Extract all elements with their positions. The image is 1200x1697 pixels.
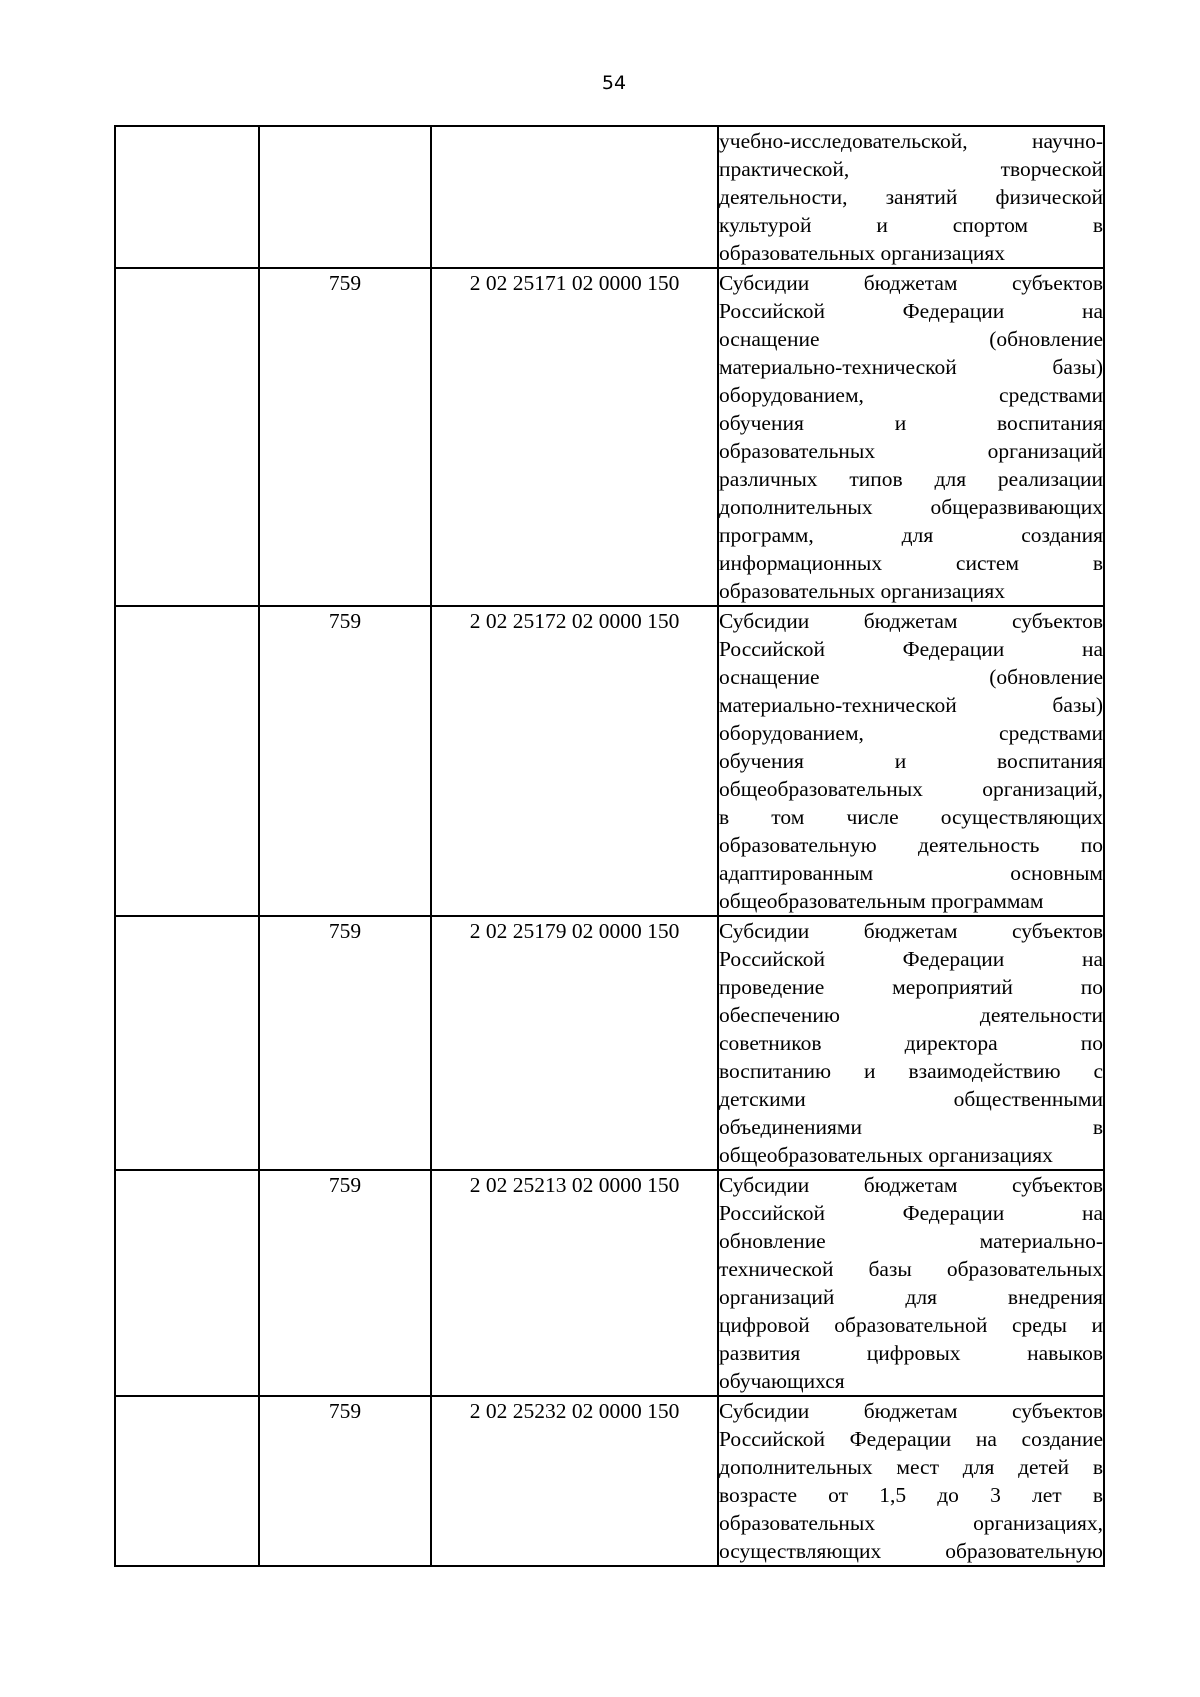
description-line: объединениями в: [719, 1115, 1103, 1139]
description-line: Субсидии бюджетам субъектов: [719, 919, 1103, 943]
description-cell: [718, 916, 1104, 1170]
empty-cell: [115, 1170, 259, 1396]
description-line: в том числе осуществляющих: [719, 805, 1103, 829]
admin-code-cell: 759: [259, 268, 431, 606]
description-line: обеспечению деятельности: [719, 1003, 1103, 1027]
description-line: образовательных организаций: [719, 439, 1103, 463]
table-row: [115, 1170, 1104, 1396]
description-line: технической базы образовательных: [719, 1257, 1103, 1281]
description-line: Субсидии бюджетам субъектов: [719, 1399, 1103, 1423]
description-line: дополнительных мест для детей в: [719, 1455, 1103, 1479]
description-line: проведение мероприятий по: [719, 975, 1103, 999]
description-line: общеобразовательных организациях: [719, 1143, 1053, 1167]
description-line: оборудованием, средствами: [719, 383, 1103, 407]
budget-classification-code-cell: [431, 126, 718, 268]
description-line: образовательных организациях: [719, 579, 1006, 603]
empty-cell: [115, 916, 259, 1170]
description-line: обучения и воспитания: [719, 749, 1103, 773]
description-line: Российской Федерации на: [719, 947, 1103, 971]
description-cell: [718, 1396, 1104, 1566]
description-line: советников директора по: [719, 1031, 1103, 1055]
table-body: [115, 126, 1104, 1566]
description-line: обучающихся: [719, 1369, 845, 1393]
description-line: оснащение (обновление: [719, 665, 1103, 689]
description-line: материально-технической базы): [719, 355, 1103, 379]
admin-code-cell: 759: [259, 916, 431, 1170]
description-line: культурой и спортом в: [719, 213, 1103, 237]
table-row: [115, 268, 1104, 606]
admin-code-cell: 759: [259, 1396, 431, 1566]
budget-classification-code-cell: 2 02 25172 02 0000 150: [431, 606, 718, 916]
description-line: практической, творческой: [719, 157, 1103, 181]
description-line: Российской Федерации на: [719, 1201, 1103, 1225]
description-line: обновление материально-: [719, 1229, 1103, 1253]
description-cell: [718, 268, 1104, 606]
description-line: различных типов для реализации: [719, 467, 1103, 491]
description-line: информационных систем в: [719, 551, 1103, 575]
admin-code-cell: 759: [259, 606, 431, 916]
description-line: обучения и воспитания: [719, 411, 1103, 435]
description-line: Субсидии бюджетам субъектов: [719, 1173, 1103, 1197]
description-line: Субсидии бюджетам субъектов: [719, 609, 1103, 633]
description-line: образовательную деятельность по: [719, 833, 1103, 857]
table-row: [115, 1396, 1104, 1566]
description-line: образовательных организациях,: [719, 1511, 1103, 1535]
description-line: учебно-исследовательской, научно-: [719, 129, 1103, 153]
table-row: [115, 606, 1104, 916]
description-line: оснащение (обновление: [719, 327, 1103, 351]
table-row: [115, 916, 1104, 1170]
description-line: общеобразовательным программам: [719, 889, 1044, 913]
description-line: дополнительных общеразвивающих: [719, 495, 1103, 519]
description-line: Российской Федерации на: [719, 637, 1103, 661]
description-line: программ, для создания: [719, 523, 1103, 547]
description-line: оборудованием, средствами: [719, 721, 1103, 745]
description-line: развития цифровых навыков: [719, 1341, 1103, 1365]
description-cell: [718, 1170, 1104, 1396]
budget-classification-code-cell: 2 02 25213 02 0000 150: [431, 1170, 718, 1396]
description-line: воспитанию и взаимодействию с: [719, 1059, 1103, 1083]
table-row: [115, 126, 1104, 268]
empty-cell: [115, 606, 259, 916]
admin-code-cell: 759: [259, 1170, 431, 1396]
description-cell: [718, 126, 1104, 268]
description-line: образовательных организациях: [719, 241, 1006, 265]
empty-cell: [115, 126, 259, 268]
page-number: 54: [601, 72, 627, 94]
admin-code-cell: [259, 126, 431, 268]
description-line: материально-технической базы): [719, 693, 1103, 717]
description-line: организаций для внедрения: [719, 1285, 1103, 1309]
description-cell: [718, 606, 1104, 916]
description-line: деятельности, занятий физической: [719, 185, 1103, 209]
description-line: осуществляющих образовательную: [719, 1539, 1103, 1563]
budget-classification-code-cell: 2 02 25171 02 0000 150: [431, 268, 718, 606]
empty-cell: [115, 268, 259, 606]
description-line: Российской Федерации на создание: [719, 1427, 1103, 1451]
description-line: детскими общественными: [719, 1087, 1103, 1111]
budget-classification-code-cell: 2 02 25179 02 0000 150: [431, 916, 718, 1170]
description-line: Российской Федерации на: [719, 299, 1103, 323]
description-line: возрасте от 1,5 до 3 лет в: [719, 1483, 1103, 1507]
budget-classification-code-cell: 2 02 25232 02 0000 150: [431, 1396, 718, 1566]
description-line: цифровой образовательной среды и: [719, 1313, 1103, 1337]
budget-revenue-table: [114, 125, 1105, 1567]
description-line: общеобразовательных организаций,: [719, 777, 1103, 801]
description-line: Субсидии бюджетам субъектов: [719, 271, 1103, 295]
empty-cell: [115, 1396, 259, 1566]
description-line: адаптированным основным: [719, 861, 1103, 885]
